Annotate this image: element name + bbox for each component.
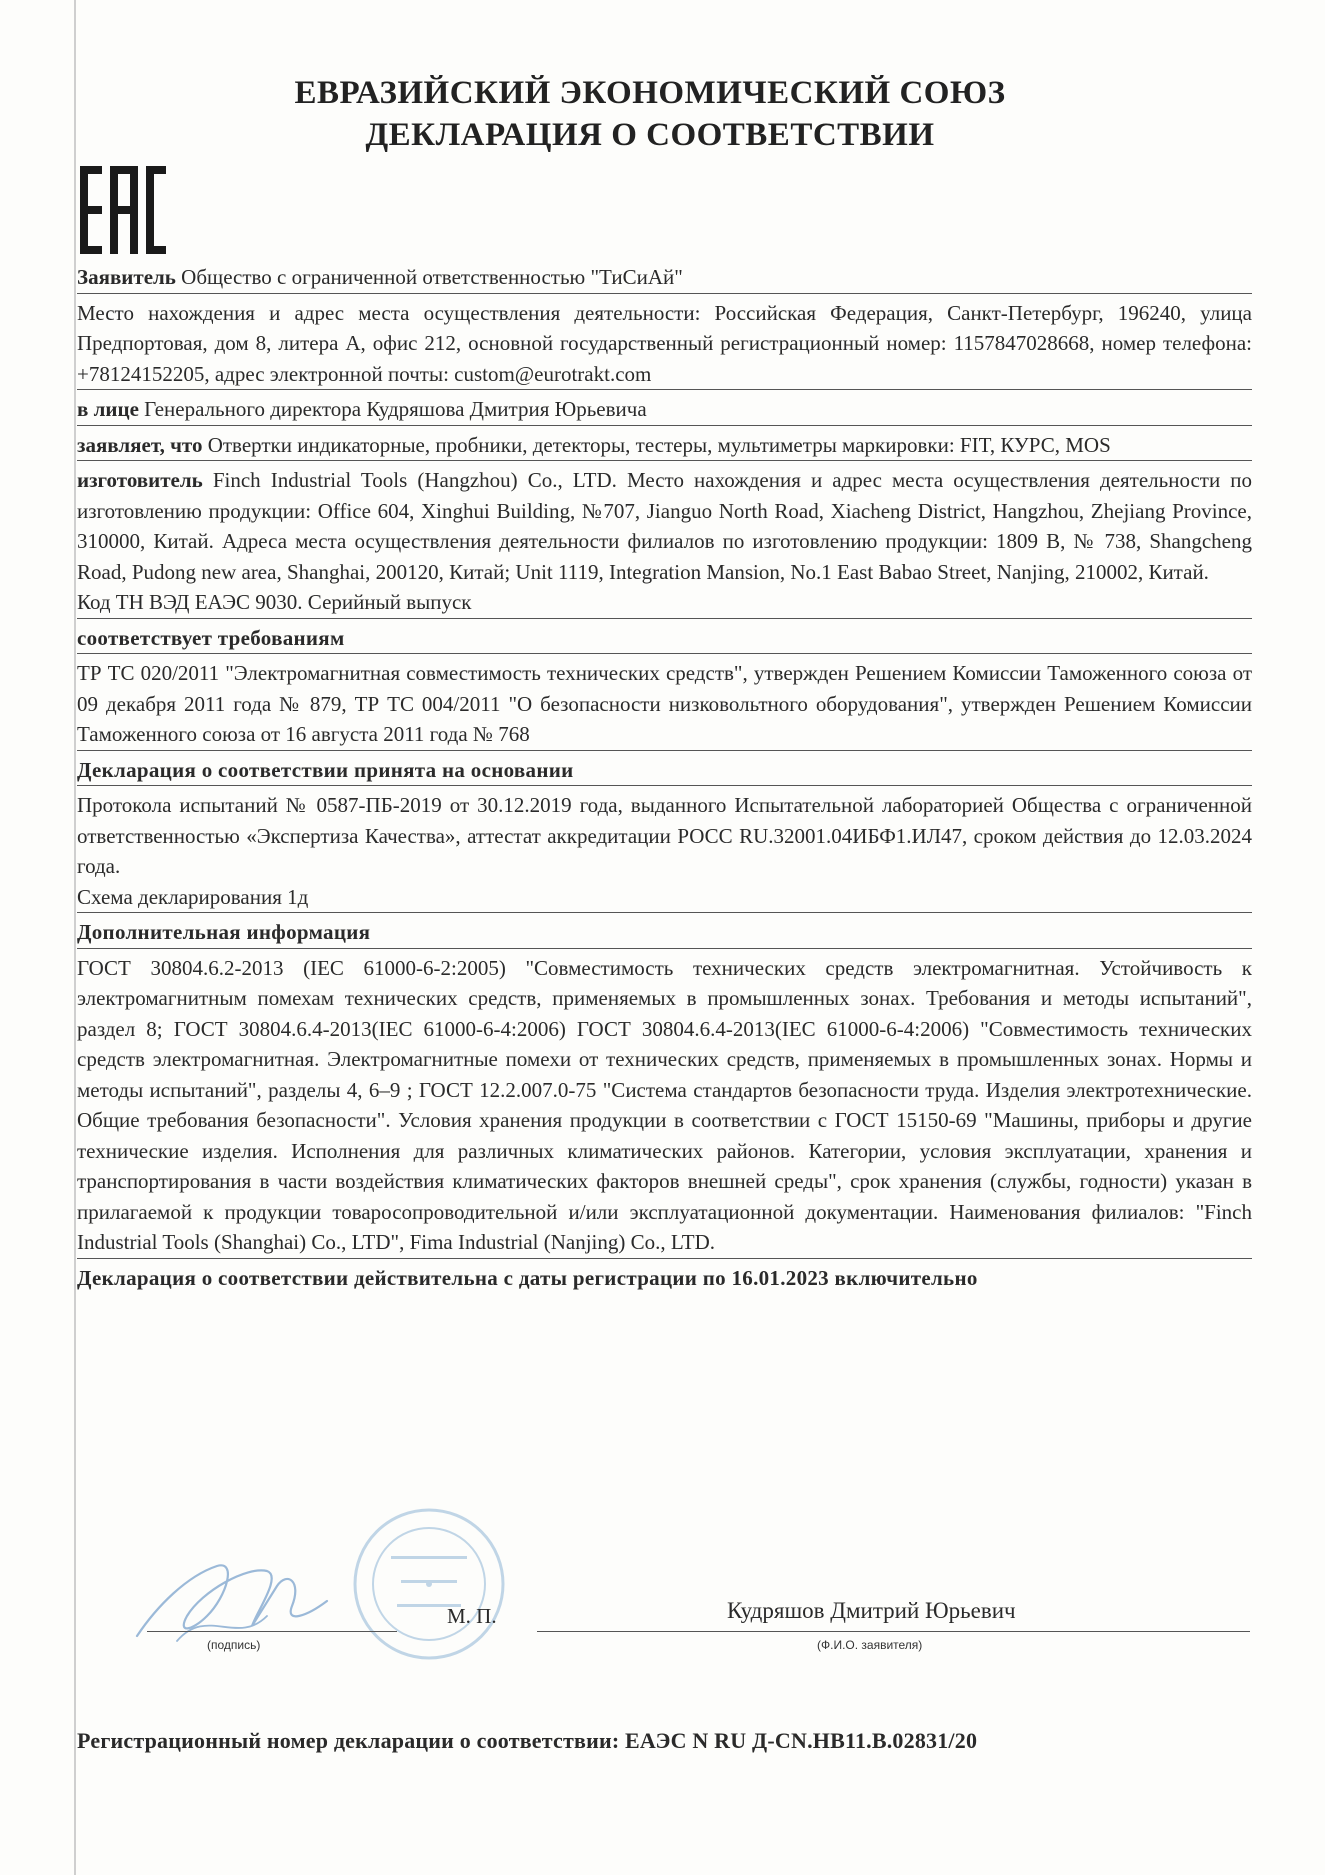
representative-row: [77, 390, 1252, 426]
binding-margin-line: [74, 0, 76, 1875]
representative-label: в лице: [77, 397, 139, 421]
validity-row: Декларация о соответствии действительна с даты регистрации по 16.01.2023 включительно: [77, 1265, 978, 1290]
additional-text: ГОСТ 30804.6.2-2013 (IEC 61000-6-2:2005) "Совместимость технических средств электромагнитная. Устойчивость к электромагнитным помехам технических средств, применяемых в промышленных зонах. Требования и методы испытаний", раздел 8; ГОСТ 30804.6.4-2013(IEC 61000-6-4:2006) ГОСТ 30804.6.4-2013(IEC 61000-6-4:2006) "Совместимость технических средств электромагнитная. Электромагнитные помехи от технических средств, применяемых в промышленных зонах. Нормы и методы испытаний", разделы 4, 6–9 ; ГОСТ 12.2.007.0-75 "Система стандартов безопасности труда. Изделия электротехнические. Общие требования безопасности". Условия хранения продукции в соответствии с ГОСТ 15150-69 "Машины, приборы и другие технические изделия. Исполнения для различных климатических районов. Категории, условия эксплуатации, хранения и транспортирования в части воздействия климатических факторов внешней среды", срок хранения (службы, годности) указан в прилагаемой к продукции товаросопроводительной и/или эксплуатационной документации. Наименования филиалов: "Finch Industrial Tools (Shanghai) Co., LTD", Fima Industrial (Nanjing) Co., LTD.: [77, 949, 1252, 1259]
basis-heading: Декларация о соответствии принята на основании: [77, 751, 1252, 787]
signature-caption: (подпись): [207, 1638, 261, 1652]
declaration-title: ДЕКЛАРАЦИЯ О СООТВЕТСТВИИ: [365, 117, 935, 153]
signer-name: Кудряшов Дмитрий Юрьевич: [727, 1598, 1016, 1623]
additional-heading: Дополнительная информация: [77, 913, 1252, 949]
manufacturer-label: изготовитель: [77, 468, 203, 492]
basis-text: Протокола испытаний № 0587-ПБ-2019 от 30.12.2019 года, выданного Испытательной лабораторией Общества с ограниченной ответственностью «Экспертиза Качества», аттестат аккредитации РОСС RU.32001.04ИБФ1.ИЛ47, сроком действия до 12.03.2024 года.: [77, 793, 1252, 878]
name-caption: (Ф.И.О. заявителя): [817, 1638, 923, 1652]
manufacturer-value: Finch Industrial Tools (Hangzhou) Co., LTD. Место нахождения и адрес места осуществления деятельности по изготовлению продукции: Office 604, Xinghui Building, №707, Jianguo North Road, Xiacheng District, Hangzhou, Zhejiang Province, 310000, Китай. Адреса места осуществления деятельности филиалов по изготовлению продукции: 1809 B, № 738, Shangcheng Road, Pudong new area, Shanghai, 200120, Китай; Unit 1119, Integration Mansion, No.1 East Babao Street, Nanjing, 210002, Китай.: [77, 468, 1253, 584]
name-line: [537, 1631, 1250, 1632]
applicant-value: Общество с ограниченной ответственностью "ТиСиАй": [181, 265, 683, 289]
declares-label: заявляет, что: [77, 432, 203, 457]
signature-line: [147, 1631, 397, 1632]
eac-logo-icon: [78, 162, 168, 258]
representative-value: Генерального директора Кудряшова Дмитрия Юрьевича: [144, 397, 647, 421]
manufacturer-row: [77, 461, 1252, 587]
seal-placeholder: М. П.: [447, 1604, 497, 1628]
address-row: Место нахождения и адрес места осуществления деятельности: Российская Федерация, Санкт-Петербург, 196240, улица Предпортовая, дом 8, литера А, офис 212, основной государственный регистрационный номер: 1157847028668, номер телефона: +78124152205, адрес электронной почты: custom@eurotrakt.com: [77, 294, 1252, 391]
requirements-text: ТР ТС 020/2011 "Электромагнитная совместимость технических средств", утвержден Решением Комиссии Таможенного союза от 09 декабря 2011 года № 879, ТР ТС 004/2011 "О безопасности низковольтного оборудования", утвержден Решением Комиссии Таможенного союза от 16 августа 2011 года № 768: [77, 654, 1252, 751]
applicant-row: [77, 262, 1252, 294]
scheme-row: Схема декларирования 1д: [77, 882, 1252, 914]
declaration-body: [77, 262, 1252, 1293]
signature-block: [77, 1586, 1252, 1676]
declares-row: [77, 426, 1252, 462]
declares-value: Отвертки индикаторные, пробники, детекторы, тестеры, мультиметры маркировки: FIT, КУРС, MOS: [207, 432, 1111, 457]
requirements-heading: соответствует требованиям: [77, 619, 1252, 655]
applicant-label: Заявитель: [77, 265, 176, 289]
hs-code-row: Код ТН ВЭД ЕАЭС 9030. Серийный выпуск: [77, 587, 1252, 619]
union-title: ЕВРАЗИЙСКИЙ ЭКОНОМИЧЕСКИЙ СОЮЗ: [294, 75, 1006, 111]
registration-number: Регистрационный номер декларации о соответствии: ЕАЭС N RU Д-CN.НВ11.В.02831/20: [77, 1728, 978, 1753]
document-header: [150, 72, 1150, 156]
